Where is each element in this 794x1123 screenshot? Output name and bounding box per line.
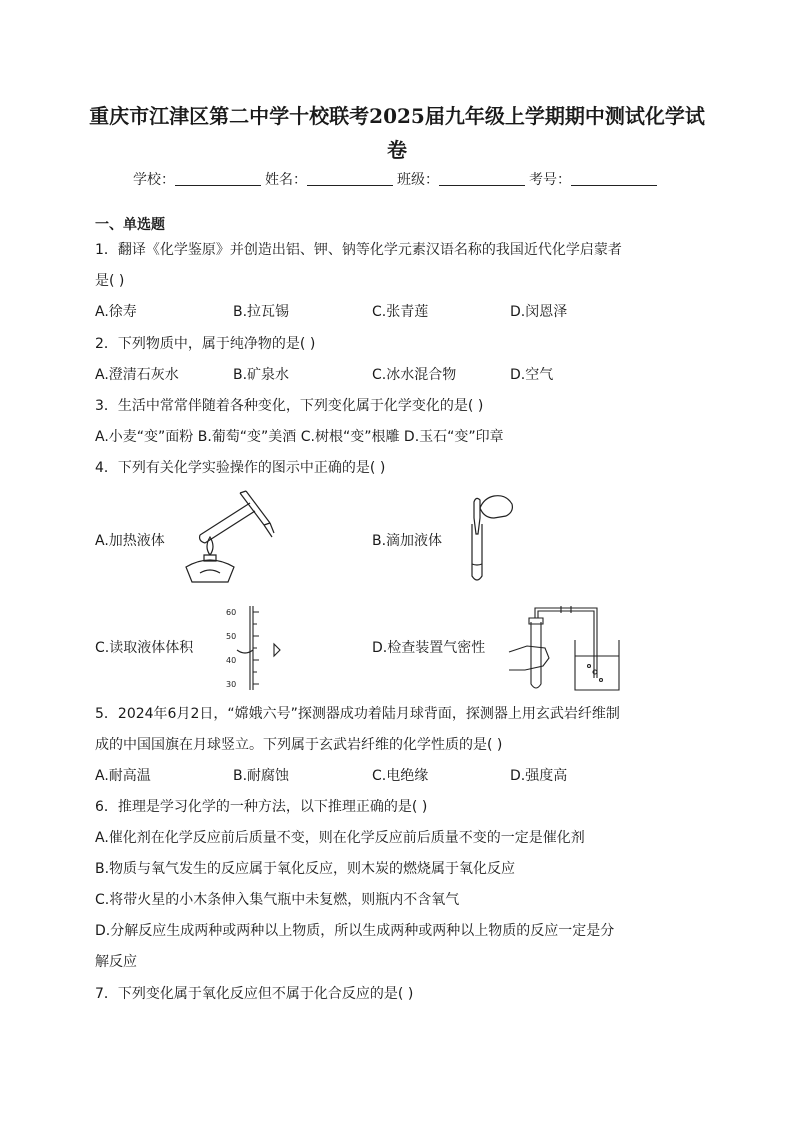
name-blank[interactable]: [307, 171, 393, 186]
q4-option-d[interactable]: D.检查装置气密性: [372, 640, 486, 656]
q2-option-d[interactable]: D.空气: [510, 367, 554, 383]
q2-option-c[interactable]: C.冰水混合物: [372, 367, 457, 383]
q5-option-c[interactable]: C.电绝缘: [372, 768, 429, 784]
exam-title-line2: 卷: [387, 138, 407, 162]
airtightness-check-figure: [505, 600, 625, 692]
q5-option-b[interactable]: B.耐腐蚀: [233, 768, 290, 784]
q5-stem-line1: 5．2024年6月2日，“嫦娥六号”探测器成功着陆月球背面，探测器上用玄武岩纤维制: [95, 706, 620, 722]
q5-option-a[interactable]: A.耐高温: [95, 768, 151, 784]
exam-no-label: 考号：: [529, 172, 571, 188]
cylinder-tick-40: 40: [226, 656, 237, 665]
q3-stem: 3．生活中常常伴随着各种变化，下列变化属于化学变化的是( ): [95, 398, 484, 414]
cylinder-tick-50: 50: [226, 632, 237, 641]
q1-stem-line1: 1．翻译《化学鉴原》并创造出铝、钾、钠等化学元素汉语名称的我国近代化学启蒙者: [95, 242, 622, 258]
cylinder-tick-30: 30: [226, 680, 237, 689]
q6-option-d-line2[interactable]: 解反应: [95, 954, 137, 970]
q5-option-d[interactable]: D.强度高: [510, 768, 568, 784]
q6-option-b[interactable]: B.物质与氧气发生的反应属于氧化反应，则木炭的燃烧属于氧化反应: [95, 861, 516, 877]
exam-title-line1: 重庆市江津区第二中学十校联考2025届九年级上学期期中测试化学试: [89, 104, 705, 128]
class-label: 班级：: [397, 172, 439, 188]
q4-option-c[interactable]: C.读取液体体积: [95, 640, 194, 656]
cylinder-tick-60: 60: [226, 608, 237, 617]
name-label: 姓名：: [265, 172, 307, 188]
class-blank[interactable]: [439, 171, 525, 186]
q4-option-a[interactable]: A.加热液体: [95, 533, 165, 549]
q3-options[interactable]: A.小麦“变”面粉 B.葡萄“变”美酒 C.树根“变”根雕 D.玉石“变”印章: [95, 429, 504, 445]
q2-stem: 2．下列物质中，属于纯净物的是( ): [95, 336, 316, 352]
q6-stem: 6．推理是学习化学的一种方法，以下推理正确的是( ): [95, 799, 428, 815]
q5-stem-line2: 成的中国国旗在月球竖立。下列属于玄武岩纤维的化学性质的是( ): [95, 737, 503, 753]
q7-stem: 7．下列变化属于氧化反应但不属于化合反应的是( ): [95, 986, 414, 1002]
student-info-row: [0, 170, 794, 190]
q4-option-b[interactable]: B.滴加液体: [372, 533, 443, 549]
q1-option-c[interactable]: C.张青莲: [372, 304, 429, 320]
section-heading: 一、单选题: [95, 217, 165, 233]
exam-no-blank[interactable]: [571, 171, 657, 186]
q6-option-d-line1[interactable]: D.分解反应生成两种或两种以上物质，所以生成两种或两种以上物质的反应一定是分: [95, 923, 615, 939]
q1-option-b[interactable]: B.拉瓦锡: [233, 304, 290, 320]
q1-option-a[interactable]: A.徐寿: [95, 304, 137, 320]
q2-option-a[interactable]: A.澄清石灰水: [95, 367, 179, 383]
school-label: 学校：: [133, 172, 175, 188]
q2-option-b[interactable]: B.矿泉水: [233, 367, 290, 383]
school-blank[interactable]: [175, 171, 261, 186]
q1-stem-line2: 是( ): [95, 273, 125, 289]
graduated-cylinder-figure: [222, 606, 292, 692]
q1-option-d[interactable]: D.闵恩泽: [510, 304, 568, 320]
dropping-liquid-figure: [458, 490, 518, 586]
q6-option-c[interactable]: C.将带火星的小木条伸入集气瓶中未复燃，则瓶内不含氧气: [95, 892, 460, 908]
q4-stem: 4．下列有关化学实验操作的图示中正确的是( ): [95, 460, 386, 476]
q6-option-a[interactable]: A.催化剂在化学反应前后质量不变，则在化学反应前后质量不变的一定是催化剂: [95, 830, 585, 846]
heating-liquid-figure: [180, 487, 280, 587]
